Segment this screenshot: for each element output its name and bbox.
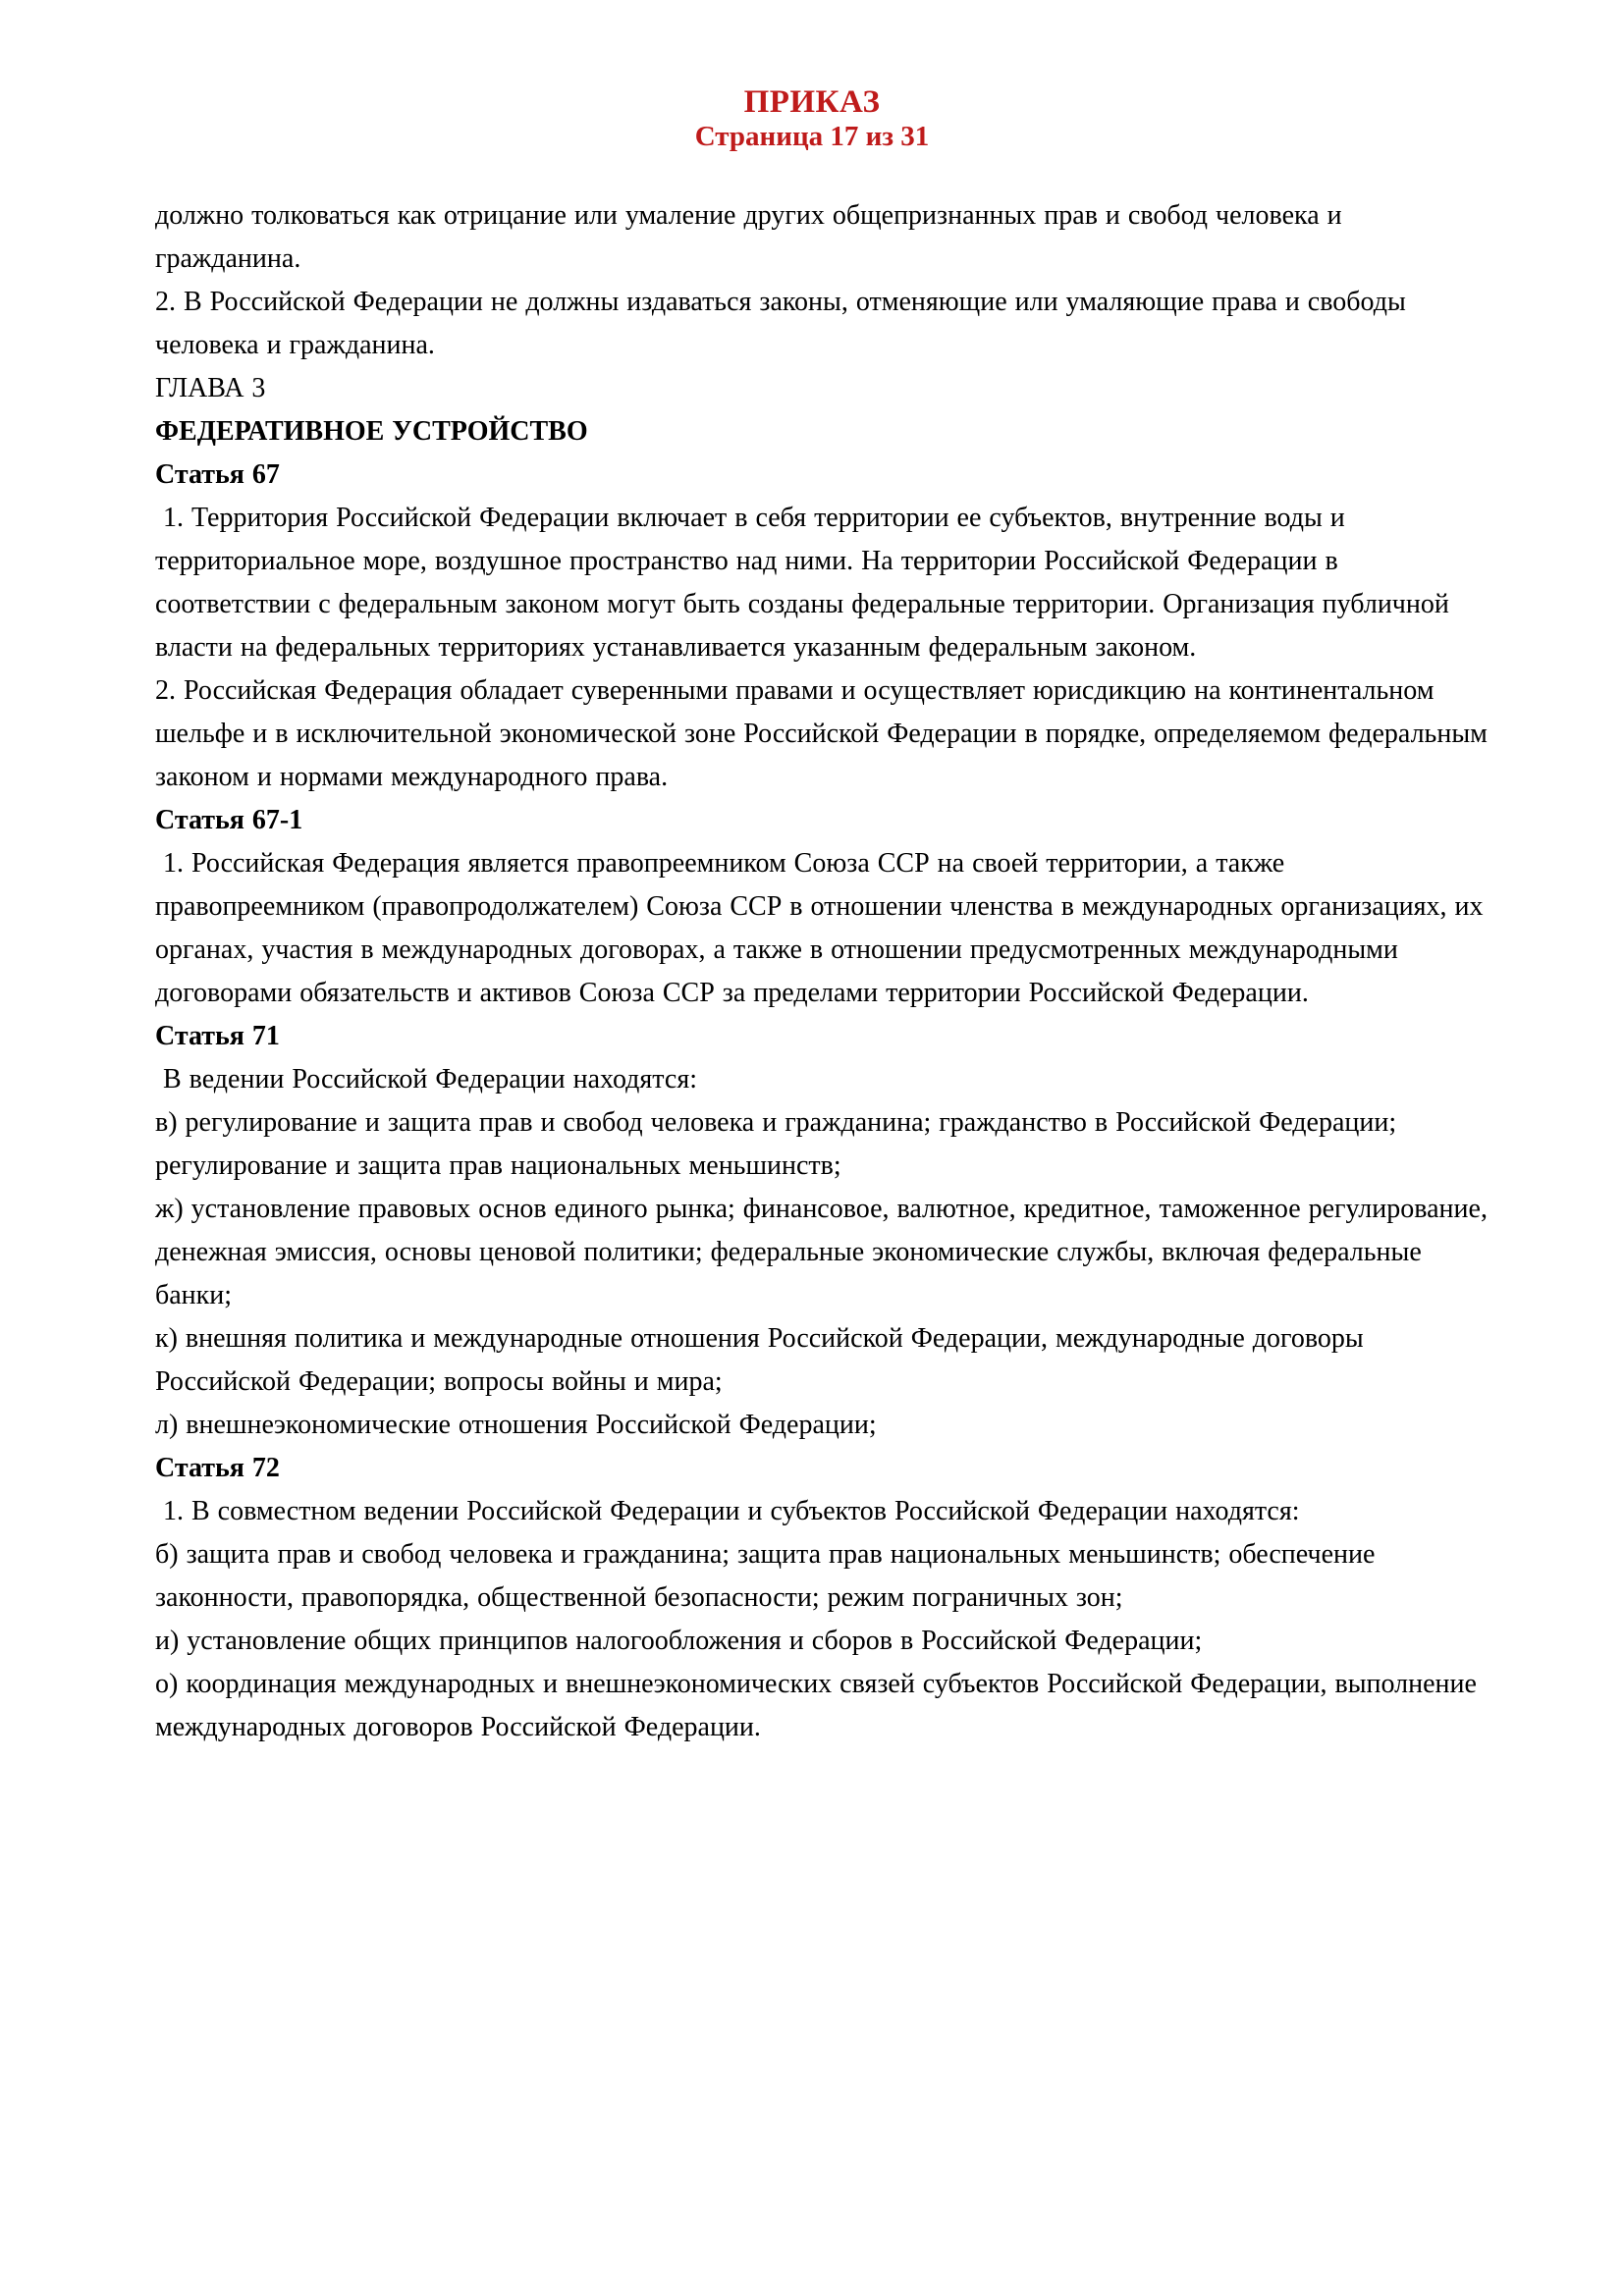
paragraph: в) регулирование и защита прав и свобод человека и гражданина; гражданство в Российской Федерации; регулирование и защита прав национальных меньшинств; xyxy=(155,1107,1405,1181)
document-title: ПРИКАЗ xyxy=(743,84,881,120)
document-body xyxy=(155,194,1495,1749)
paragraph: 1. В совместном ведении Российской Федерации и субъектов Российской Федерации находятся: xyxy=(155,1496,1300,1526)
page-number-indicator: Страница 17 из 31 xyxy=(694,121,930,152)
paragraph: должно толковаться как отрицание или умаление других общепризнанных прав и свобод человека и гражданина. xyxy=(155,200,1350,274)
paragraph: В ведении Российской Федерации находятся: xyxy=(155,1064,697,1095)
paragraph: б) защита прав и свобод человека и гражданина; защита прав национальных меньшинств; обеспечение законности, правопорядка, общественной безопасности; режим пограничных зон; xyxy=(155,1539,1383,1613)
paragraph: 2. В Российской Федерации не должны издаваться законы, отменяющие или умаляющие права и свободы человека и гражданина. xyxy=(155,287,1414,360)
paragraph: к) внешняя политика и международные отношения Российской Федерации, международные договоры Российской Федерации; вопросы войны и мира; xyxy=(155,1323,1372,1397)
paragraph: Статья 67-1 xyxy=(155,805,303,835)
paragraph: ФЕДЕРАТИВНОЕ УСТРОЙСТВО xyxy=(155,416,588,447)
paragraph: ж) установление правовых основ единого рынка; финансовое, валютное, кредитное, таможенное регулирование, денежная эмиссия, основы ценовой политики; федеральные экономические службы, включая федеральные банки; xyxy=(155,1194,1495,1310)
paragraph: Статья 67 xyxy=(155,459,280,490)
paragraph: Статья 71 xyxy=(155,1021,280,1051)
paragraph: Статья 72 xyxy=(155,1453,280,1483)
paragraph: и) установление общих принципов налогообложения и сборов в Российской Федерации; xyxy=(155,1626,1203,1656)
paragraph: ГЛАВА 3 xyxy=(155,373,266,403)
paragraph: 1. Российская Федерация является правопреемником Союза ССР на своей территории, а также правопреемником (правопродолжателем) Союза ССР в отношении членства в международных организациях, их органах, участия в международных договорах, а также в отношении предусмотренных международными договорами обязательств и активов Союза ССР за пределами территории Российской Федерации. xyxy=(155,848,1491,1008)
paragraph: л) внешнеэкономические отношения Российской Федерации; xyxy=(155,1410,877,1440)
paragraph: 1. Территория Российской Федерации включает в себя территории ее субъектов, внутренние воды и территориальное море, воздушное пространство над ними. На территории Российской Федерации в соответствии с федеральным законом могут быть созданы федеральные территории. Организация публичной власти на федеральных территориях устанавливается указанным федеральным законом. xyxy=(155,503,1457,663)
page-header xyxy=(155,84,1469,153)
paragraph: о) координация международных и внешнеэкономических связей субъектов Российской Федерации, выполнение международных договоров Российской Федерации. xyxy=(155,1669,1485,1742)
paragraph: 2. Российская Федерация обладает суверенными правами и осуществляет юрисдикцию на континентальном шельфе и в исключительной экономической зоне Российской Федерации в порядке, определяемом федеральным законом и нормами международного права. xyxy=(155,675,1495,792)
